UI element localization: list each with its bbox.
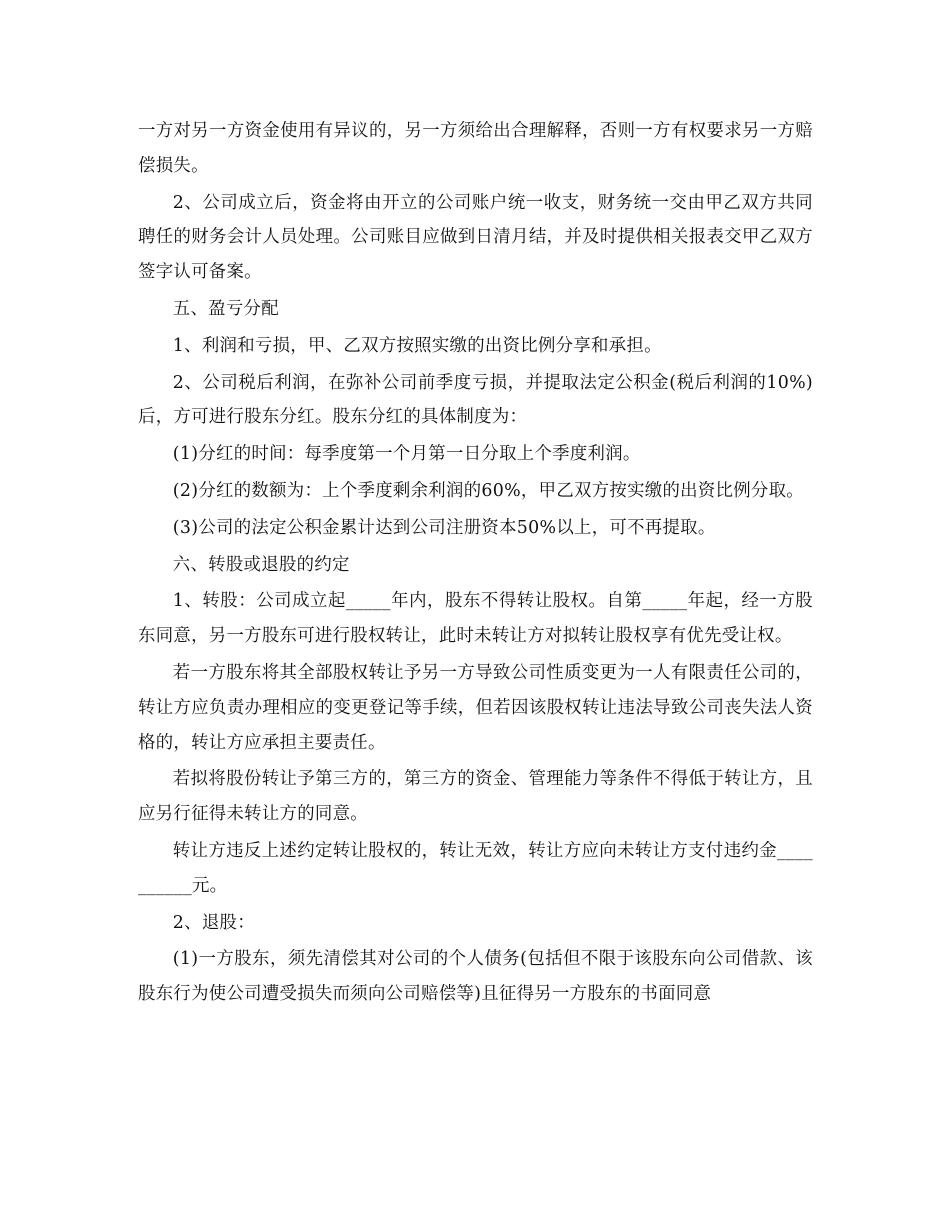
paragraph-after-tax-profit: 2、公司税后利润，在弥补公司前季度亏损，并提取法定公积金(税后利润的10%)后，方可进行股东分红。股东分红的具体制度为： — [138, 372, 813, 428]
paragraph-company-account: 2、公司成立后，资金将由开立的公司账户统一收支，财务统一交由甲乙双方共同聘任的财务会计人员处理。公司账目应做到日清月结，并及时提供相关报表交甲乙双方签字认可备案。 — [138, 192, 813, 283]
paragraph-breach-penalty: 转让方违反上述约定转让股权的，转让无效，转让方应向未转让方支付违约金__________元。 — [138, 840, 813, 896]
section-heading-share-transfer: 六、转股或退股的约定 — [172, 554, 350, 575]
paragraph-capital-dispute: 一方对另一方资金使用有异议的，另一方须给出合理解释，否则一方有权要求另一方赔偿损失。 — [138, 121, 813, 176]
paragraph-withdrawal-heading: 2、退股： — [172, 912, 255, 933]
paragraph-dividend-amount: (2)分红的数额为：上个季度剩余利润的60%，甲乙双方按实缴的出资比例分取。 — [172, 480, 804, 501]
paragraph-full-transfer: 若一方股东将其全部股权转让予另一方导致公司性质变更为一人有限责任公司的，转让方应负责办理相应的变更登记等手续，但若因该股权转让违法导致公司丧失法人资格的，转让方应承担主要责任。 — [138, 662, 813, 753]
paragraph-third-party-transfer: 若拟将股份转让予第三方的，第三方的资金、管理能力等条件不得低于转让方，且应另行征得未转让方的同意。 — [138, 769, 813, 825]
paragraph-profit-sharing: 1、利润和亏损，甲、乙双方按照实缴的出资比例分享和承担。 — [172, 335, 662, 356]
section-heading-profit-loss: 五、盈亏分配 — [172, 298, 279, 319]
paragraph-share-transfer: 1、转股：公司成立起_____年内，股东不得转让股权。自第_____年起，经一方股东同意，另一方股东可进行股权转让，此时未转让方对拟转让股权享有优先受让权。 — [138, 591, 813, 647]
paragraph-reserve-fund: (3)公司的法定公积金累计达到公司注册资本50%以上，可不再提取。 — [172, 517, 716, 538]
document-body — [138, 114, 813, 1012]
paragraph-dividend-time: (1)分红的时间：每季度第一个月第一日分取上个季度利润。 — [172, 444, 641, 465]
paragraph-withdrawal-condition: (1)一方股东，须先清偿其对公司的个人债务(包括但不限于该股东向公司借款、该股东行为使公司遭受损失而须向公司赔偿等)且征得另一方股东的书面同意 — [138, 949, 813, 1005]
